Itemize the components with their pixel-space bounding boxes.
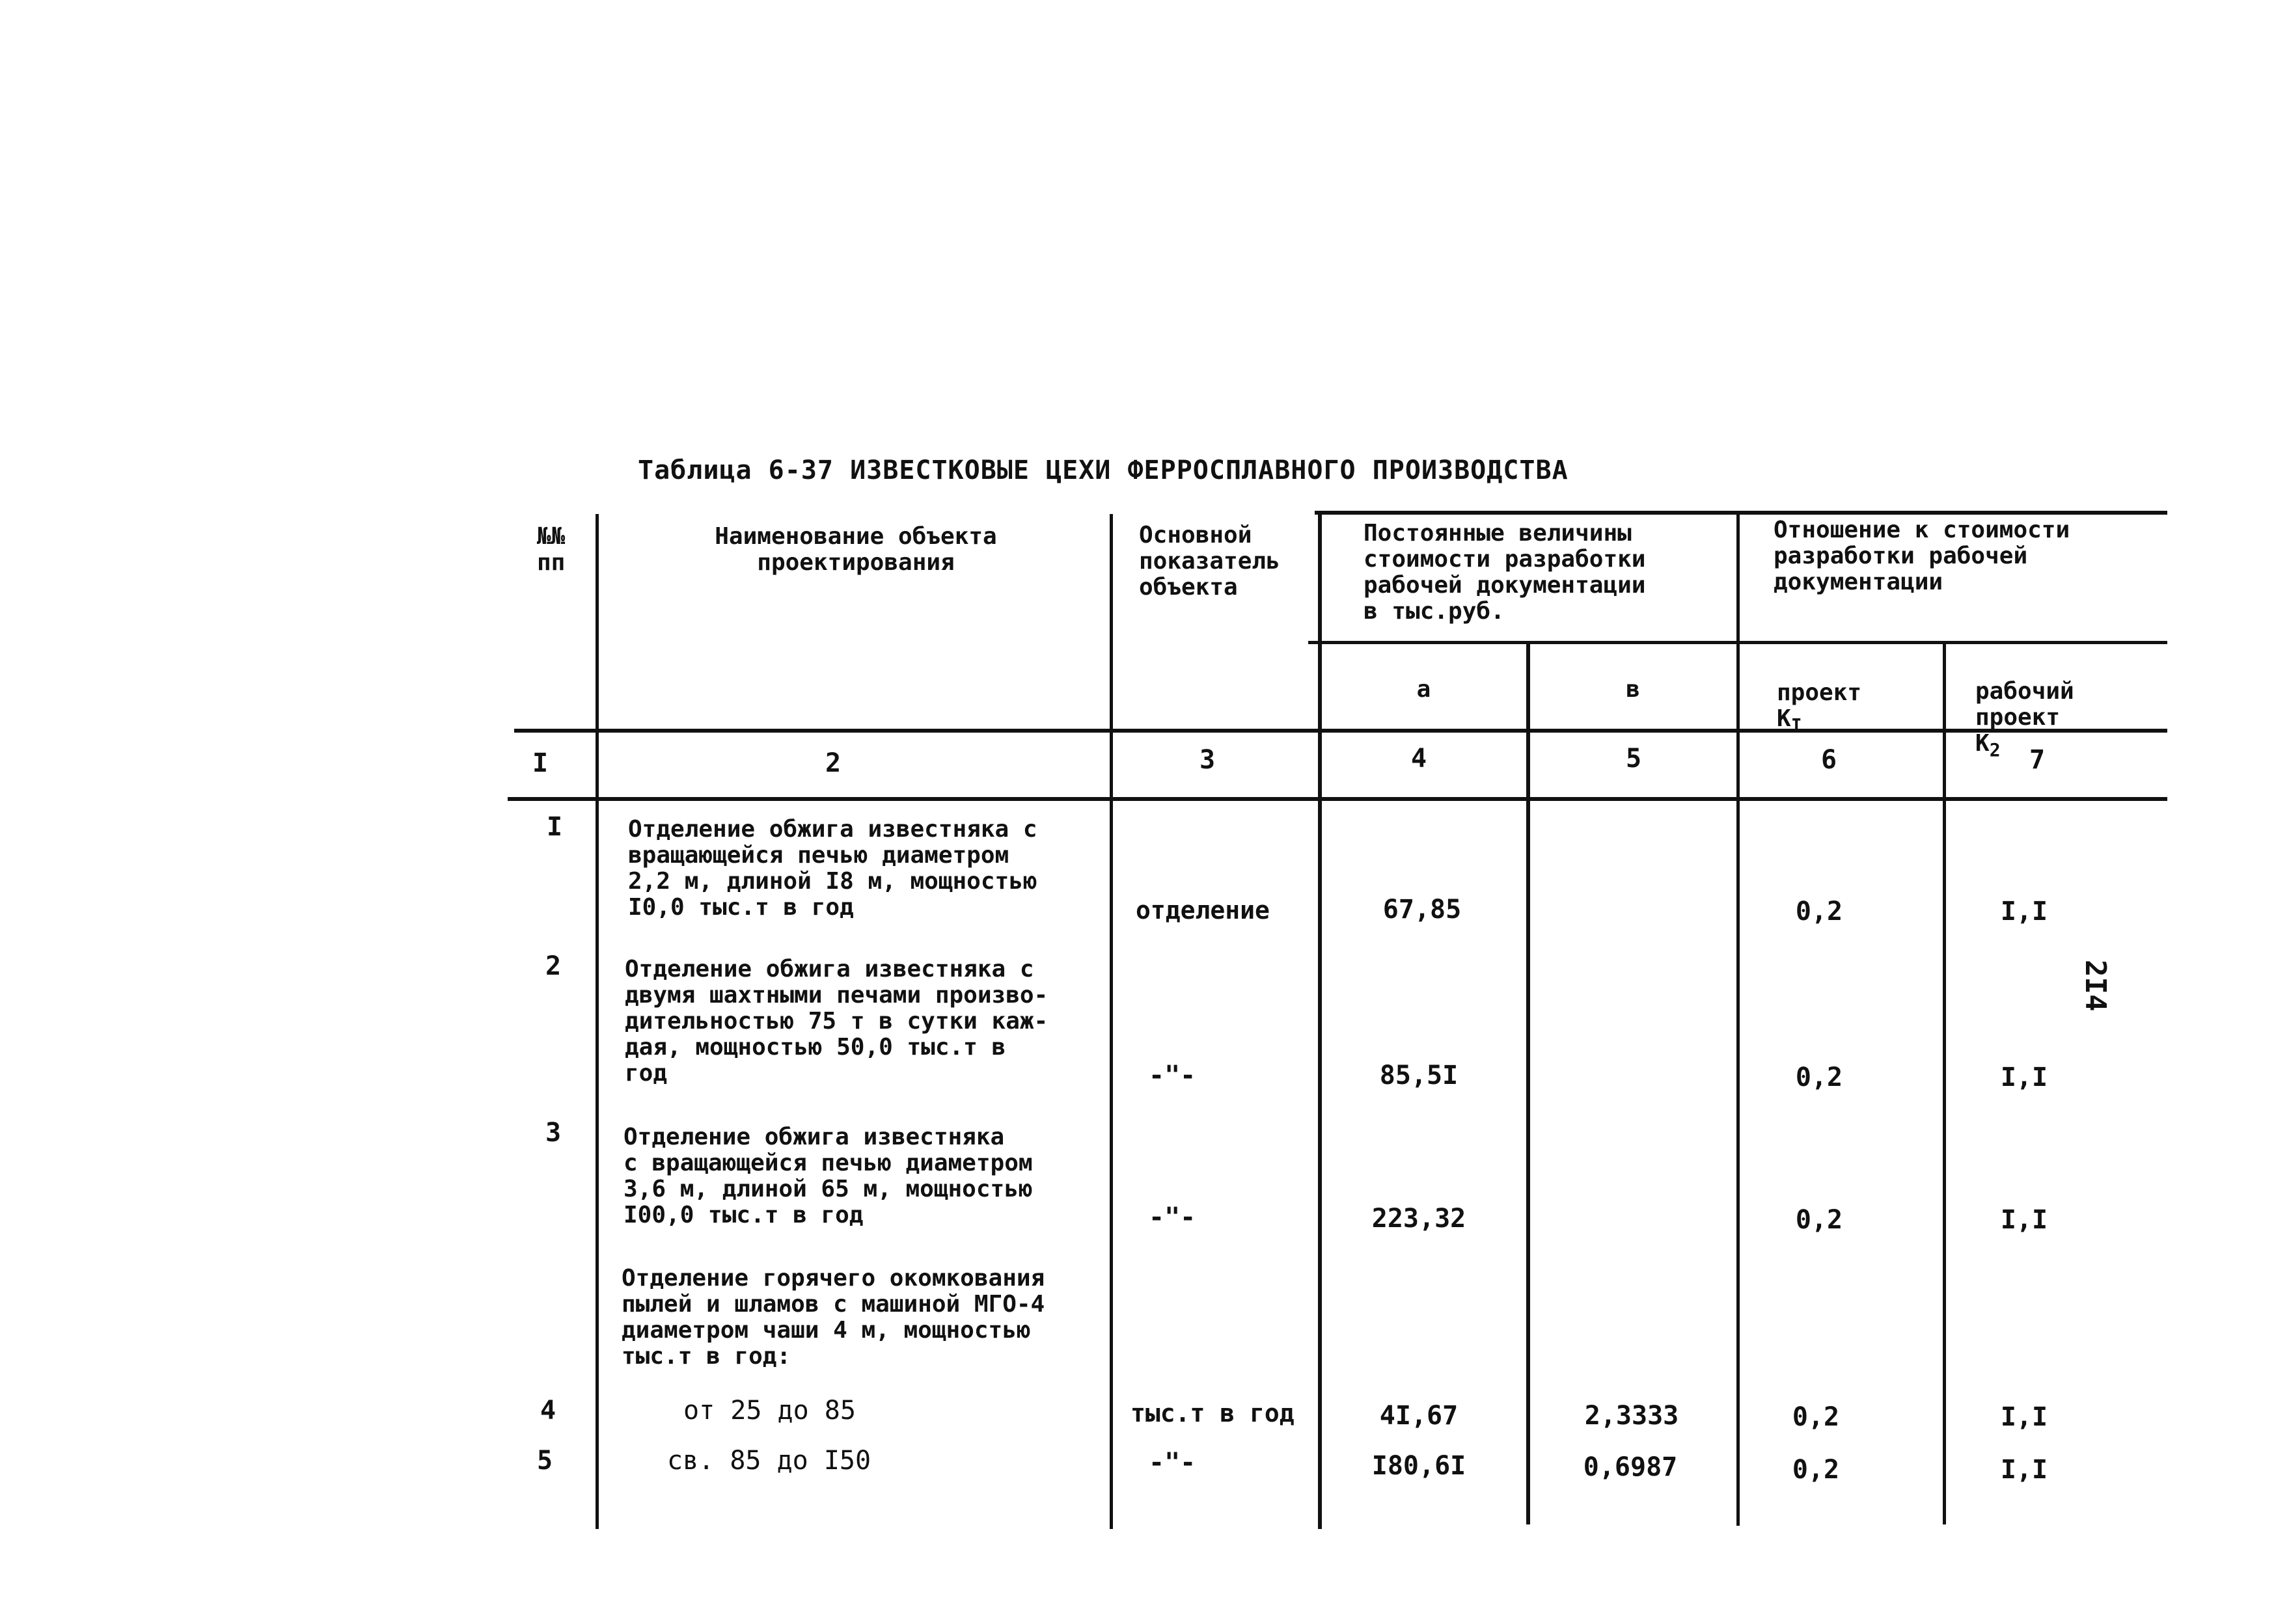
table-row-2-indicator: -"-	[1149, 1061, 1196, 1090]
table-title: Таблица 6-37 ИЗВЕСТКОВЫЕ ЦЕХИ ФЕРРОСПЛАВНОГО ПРОИЗВОДСТВА	[638, 455, 1569, 485]
table-row-1-k2: I,I	[2000, 897, 2048, 927]
page-number: 2I4	[2079, 960, 2112, 1012]
header-a: а	[1416, 676, 1431, 703]
table-row-4-a: 4I,67	[1379, 1401, 1459, 1431]
table-row-2-k1: 0,2	[1795, 1062, 1843, 1092]
column-number: I	[532, 748, 549, 778]
table-row-5-no: 5	[537, 1446, 553, 1476]
table-row-5-indicator: -"-	[1149, 1448, 1196, 1478]
header-no: №№ пп	[537, 523, 566, 576]
header-main-indicator: Основной показатель объекта	[1139, 522, 1280, 601]
header-subdivider-45	[1308, 641, 1738, 644]
table-group-heading: Отделение горячего окомкования пылей и шламов с машиной МГО-4 диаметром чаши 4 м, мощностью тыс.т в год:	[622, 1265, 1045, 1370]
column-number: 3	[1199, 745, 1216, 775]
header-bottom-rule	[514, 729, 2167, 733]
table-row-5-k1: 0,2	[1792, 1455, 1840, 1485]
table-row-3-name: Отделение обжига известняка с вращающейся печью диаметром 3,6 м, длиной 65 м, мощностью I00,0 тыс.т в год	[624, 1124, 1033, 1228]
table-row-2-a: 85,5I	[1379, 1061, 1459, 1090]
col-divider-4	[1526, 643, 1530, 1524]
table-row-5-b: 0,6987	[1583, 1452, 1678, 1482]
table-row-2-k2: I,I	[2000, 1062, 2048, 1092]
table-row-3-no: 3	[545, 1118, 562, 1148]
col-divider-1	[596, 514, 599, 1529]
header-k1	[1777, 654, 1861, 738]
table-row-4-b: 2,3333	[1584, 1401, 1679, 1431]
table-row-3-k2: I,I	[2000, 1205, 2048, 1235]
table-row-2-no: 2	[545, 951, 562, 981]
table-row-1-name: Отделение обжига известняка с вращающейся печью диаметром 2,2 м, длиной I8 м, мощностью I0,0 тыс.т в год	[628, 816, 1037, 921]
table-row-3-k1: 0,2	[1795, 1205, 1843, 1235]
table-row-1-a: 67,85	[1382, 895, 1462, 925]
column-number: 4	[1410, 744, 1427, 774]
column-number: 6	[1820, 745, 1837, 775]
table-row-3-indicator: -"-	[1149, 1202, 1196, 1232]
table-row-4-no: 4	[540, 1396, 556, 1426]
header-object-name: Наименование объекта проектирования	[715, 523, 997, 576]
table-row-1-no: I	[547, 812, 563, 842]
column-number: 5	[1625, 744, 1642, 774]
header-k2-label: рабочий проект К	[1975, 678, 2074, 757]
table-row-2-name: Отделение обжига известняка с двумя шахтными печами произво- дительностью 75 т в сутки каж- дая, мощностью 50,0 тыс.т в год	[625, 956, 1049, 1087]
table-row-4-k2: I,I	[2000, 1402, 2048, 1432]
header-cost-ratio: Отношение к стоимости разработки рабочей документации	[1774, 517, 2070, 595]
table-row-4-indicator: тыс.т в год	[1131, 1399, 1295, 1428]
column-number: 7	[2029, 745, 2046, 775]
header-k1-subscript: I	[1790, 714, 1802, 737]
table-top-rule	[1315, 511, 2167, 515]
table-row-5-a: I80,6I	[1371, 1451, 1466, 1481]
column-numbers-bottom-rule	[508, 797, 2167, 801]
table-row-1-indicator: отделение	[1136, 896, 1270, 925]
table-row-5-name: св. 85 до I50	[667, 1446, 871, 1476]
table-row-4-k1: 0,2	[1792, 1402, 1840, 1432]
header-b: в	[1626, 676, 1640, 703]
header-k2-subscript: 2	[1989, 739, 2001, 761]
col-divider-2	[1110, 514, 1113, 1529]
header-k1-label: проект К	[1777, 679, 1862, 732]
header-subdivider-67	[1738, 641, 2167, 644]
header-constant-values: Постоянные величины стоимости разработки рабочей документации в тыс.руб.	[1364, 520, 1646, 625]
table-row-1-k1: 0,2	[1795, 897, 1843, 927]
table-row-5-k2: I,I	[2000, 1455, 2048, 1485]
column-number: 2	[825, 748, 842, 778]
col-divider-5	[1736, 514, 1740, 1526]
table-row-4-name: от 25 до 85	[683, 1396, 856, 1426]
table-row-3-a: 223,32	[1371, 1204, 1466, 1234]
col-divider-3	[1318, 514, 1322, 1529]
